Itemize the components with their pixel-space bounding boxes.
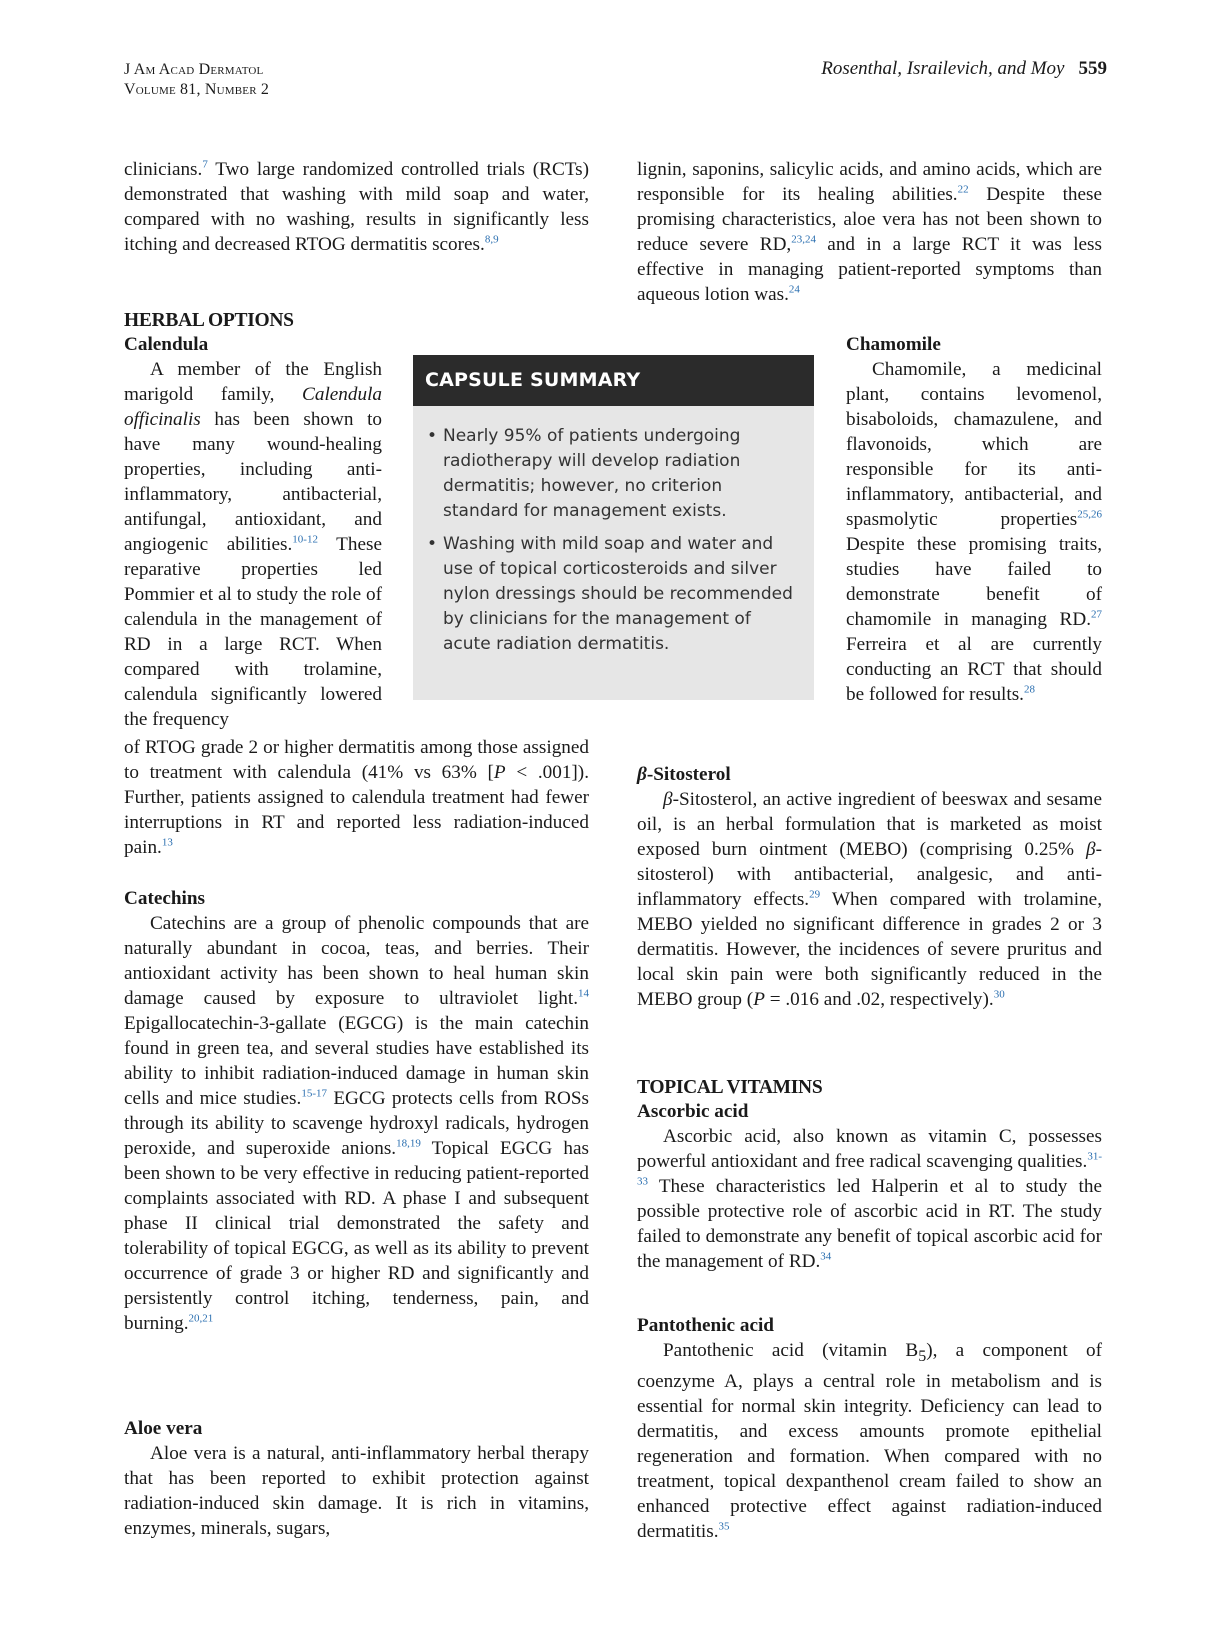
subheading-beta-sitosterol [637,762,731,787]
calendula-paragraph-continued [124,735,589,860]
subheading-ascorbic-acid: Ascorbic acid [637,1101,749,1122]
beta-symbol: β [1086,839,1096,860]
journal-name: J Am Acad Dermatol [124,61,264,78]
text-span: < .001]). Further, patients assigned to calendula treatment had fewer interruptions in RT and reported less radiation-induced pain. [124,762,589,858]
bullet-icon: • [427,426,438,446]
p-value-symbol: P [493,762,506,783]
capsule-summary-item [427,532,796,657]
citation-ref[interactable]: 7 [202,158,208,171]
citation-ref[interactable]: 15-17 [301,1087,327,1100]
text-span: Despite these promising traits, studies have failed to demonstrate benefit of chamomile in managing RD. [846,534,1102,630]
running-authors: Rosenthal, Israilevich, and Moy [821,58,1065,79]
text-span: = .016 and .02, respectively). [764,989,994,1010]
text-span: EGCG protects cells from ROSs through its ability to scavenge hydroxyl radicals, hydrogen peroxide, and superoxide anions. [124,1088,589,1159]
pantothenic-acid-paragraph [637,1338,1102,1544]
journal-header [124,60,269,100]
text-span: Ascorbic acid, also known as vitamin C, possesses powerful antioxidant and free radical scavenging qualities. [637,1126,1102,1172]
section-heading-topical-vitamins: TOPICAL VITAMINS [637,1077,823,1098]
text-span: When compared with trolamine, MEBO yielded no significant difference in grades 2 or 3 dermatitis. However, the incidences of severe pruritus and local skin pain were both significantly reduced in the MEBO group ( [637,889,1102,1010]
subheading-aloe-vera: Aloe vera [124,1418,203,1439]
ascorbic-acid-paragraph [637,1124,1102,1274]
text-span: lignin, saponins, salicylic acids, and amino acids, which are responsible for its healing abilities. [637,159,1102,205]
citation-ref[interactable]: 22 [957,183,969,196]
citation-ref[interactable]: 27 [1091,608,1102,621]
calendula-paragraph [124,357,382,732]
citation-ref[interactable]: 28 [1023,683,1035,696]
text-span: -sitosterol) with antibacterial, analgesic, and anti-inflammatory effects. [637,839,1102,910]
text-span: A member of the English marigold family, [124,359,382,405]
text-span: Pantothenic acid (vitamin B [663,1340,919,1361]
citation-ref[interactable]: 10-12 [292,533,318,546]
running-header-right [821,58,1107,80]
journal-volume: Volume 81, Number 2 [124,81,270,98]
subheading-chamomile: Chamomile [846,334,941,355]
text-span: clinicians. [124,159,203,180]
citation-ref[interactable]: 29 [809,888,821,901]
text-span: has been shown to have many wound-healing properties, including anti-inflammatory, antibacterial, antifungal, antioxidant, and angiogenic abilities. [124,409,382,555]
beta-symbol: β [637,764,647,785]
text-span: Aloe vera is a natural, anti-inflammatory herbal therapy that has been reported to exhibit protection against radiation-induced skin damage. It is rich in vitamins, enzymes, minerals, sugars, [124,1443,589,1539]
text-span: -Sitosterol [646,764,731,785]
citation-ref[interactable]: 25,26 [1077,508,1102,521]
text-span: -Sitosterol, an active ingredient of beeswax and sesame oil, is an herbal formulation that is marketed as moist exposed burn ointment (MEBO) (comprising 0.25% [637,789,1102,860]
text-span: Ferreira et al are currently conducting an RCT that should be followed for results. [846,634,1102,705]
aloe-vera-paragraph-continued [637,157,1102,307]
capsule-summary-title: CAPSULE SUMMARY [413,355,814,406]
subheading-pantothenic-acid: Pantothenic acid [637,1315,774,1336]
text-span: Topical EGCG has been shown to be very effective in reducing patient-reported complaints associated with RD. A phase I and subsequent phase II clinical trial demonstrated the safety and tolerability of topical EGCG, as well as its ability to prevent occurrence of grade 3 or higher RD and significantly and persistently control itching, tenderness, pain, and burning. [124,1138,589,1334]
citation-ref[interactable]: 23,24 [791,233,816,246]
aloe-vera-paragraph [124,1441,589,1541]
citation-ref[interactable]: 13 [161,836,173,849]
species-name: Calendula officinalis [124,384,382,430]
citation-ref[interactable]: 34 [820,1250,832,1263]
beta-symbol: β [663,789,673,810]
citation-ref[interactable]: 24 [788,283,800,296]
capsule-item-text: Nearly 95% of patients undergoing radiotherapy will develop radiation dermatitis; however, no criterion standard for management exists. [443,426,741,521]
citation-ref[interactable]: 8,9 [484,233,499,246]
text-span: Despite these promising characteristics, aloe vera has not been shown to reduce severe RD, [637,184,1102,255]
catechins-paragraph [124,911,589,1336]
p-value-symbol: P [753,989,765,1010]
capsule-item-text: Washing with mild soap and water and use of topical corticosteroids and silver nylon dressings should be recommended by clinicians for the management of acute radiation dermatitis. [443,534,793,654]
capsule-summary-box [413,355,814,700]
text-span: Chamomile, a medicinal plant, contains levomenol, bisaboloids, chamazulene, and flavonoids, which are responsible for its anti-inflammatory, antibacterial, and spasmolytic properties [846,359,1102,530]
citation-ref[interactable]: 30 [993,988,1005,1001]
chamomile-paragraph [846,357,1102,707]
subheading-catechins: Catechins [124,888,206,909]
capsule-summary-list [413,406,814,657]
text-span: of RTOG grade 2 or higher dermatitis among those assigned to treatment with calendula (41% vs 63% [ [124,737,589,783]
subheading-calendula: Calendula [124,334,209,355]
intro-paragraph [124,157,589,257]
citation-ref[interactable]: 14 [578,987,589,1000]
subscript: 5 [918,1347,927,1365]
page-number: 559 [1078,58,1107,79]
beta-sitosterol-paragraph [637,787,1102,1012]
text-span: Epigallocatechin-3-gallate (EGCG) is the main catechin found in green tea, and several studies have established its ability to inhibit radiation-induced damage in human skin cells and mice studies. [124,1013,589,1109]
bullet-icon: • [427,534,438,554]
text-span: These reparative properties led Pommier et al to study the role of calendula in the management of RD in a large RCT. When compared with trolamine, calendula significantly lowered the frequency [124,534,382,730]
citation-ref[interactable]: 35 [718,1520,730,1533]
section-heading-herbal: HERBAL OPTIONS [124,310,294,331]
text-span: and in a large RCT it was less effective in managing patient-reported symptoms than aqueous lotion was. [637,234,1102,305]
citation-ref[interactable]: 20,21 [188,1312,214,1325]
text-span: Catechins are a group of phenolic compounds that are naturally abundant in cocoa, teas, and berries. Their antioxidant activity has been shown to heal human skin damage caused by exposure to ultraviolet light. [124,913,589,1009]
text-span: ), a component of coenzyme A, plays a central role in metabolism and is essential for normal skin integrity. Deficiency can lead to dermatitis, and excess amounts promote epithelial regeneration and formation. When compared with no treatment, topical dexpanthenol cream failed to show an enhanced protective effect against radiation-induced dermatitis. [637,1340,1102,1542]
citation-ref[interactable]: 18,19 [396,1137,421,1150]
text-span: These characteristics led Halperin et al to study the possible protective role of ascorbic acid in RT. The study failed to demonstrate any benefit of topical ascorbic acid for the management of RD. [637,1176,1102,1272]
text-span: Two large randomized controlled trials (RCTs) demonstrated that washing with mild soap and water, compared with no washing, results in significantly less itching and decreased RTOG dermatitis scores. [124,159,589,255]
capsule-summary-item [427,424,796,524]
citation-ref[interactable]: 31-33 [637,1150,1102,1188]
